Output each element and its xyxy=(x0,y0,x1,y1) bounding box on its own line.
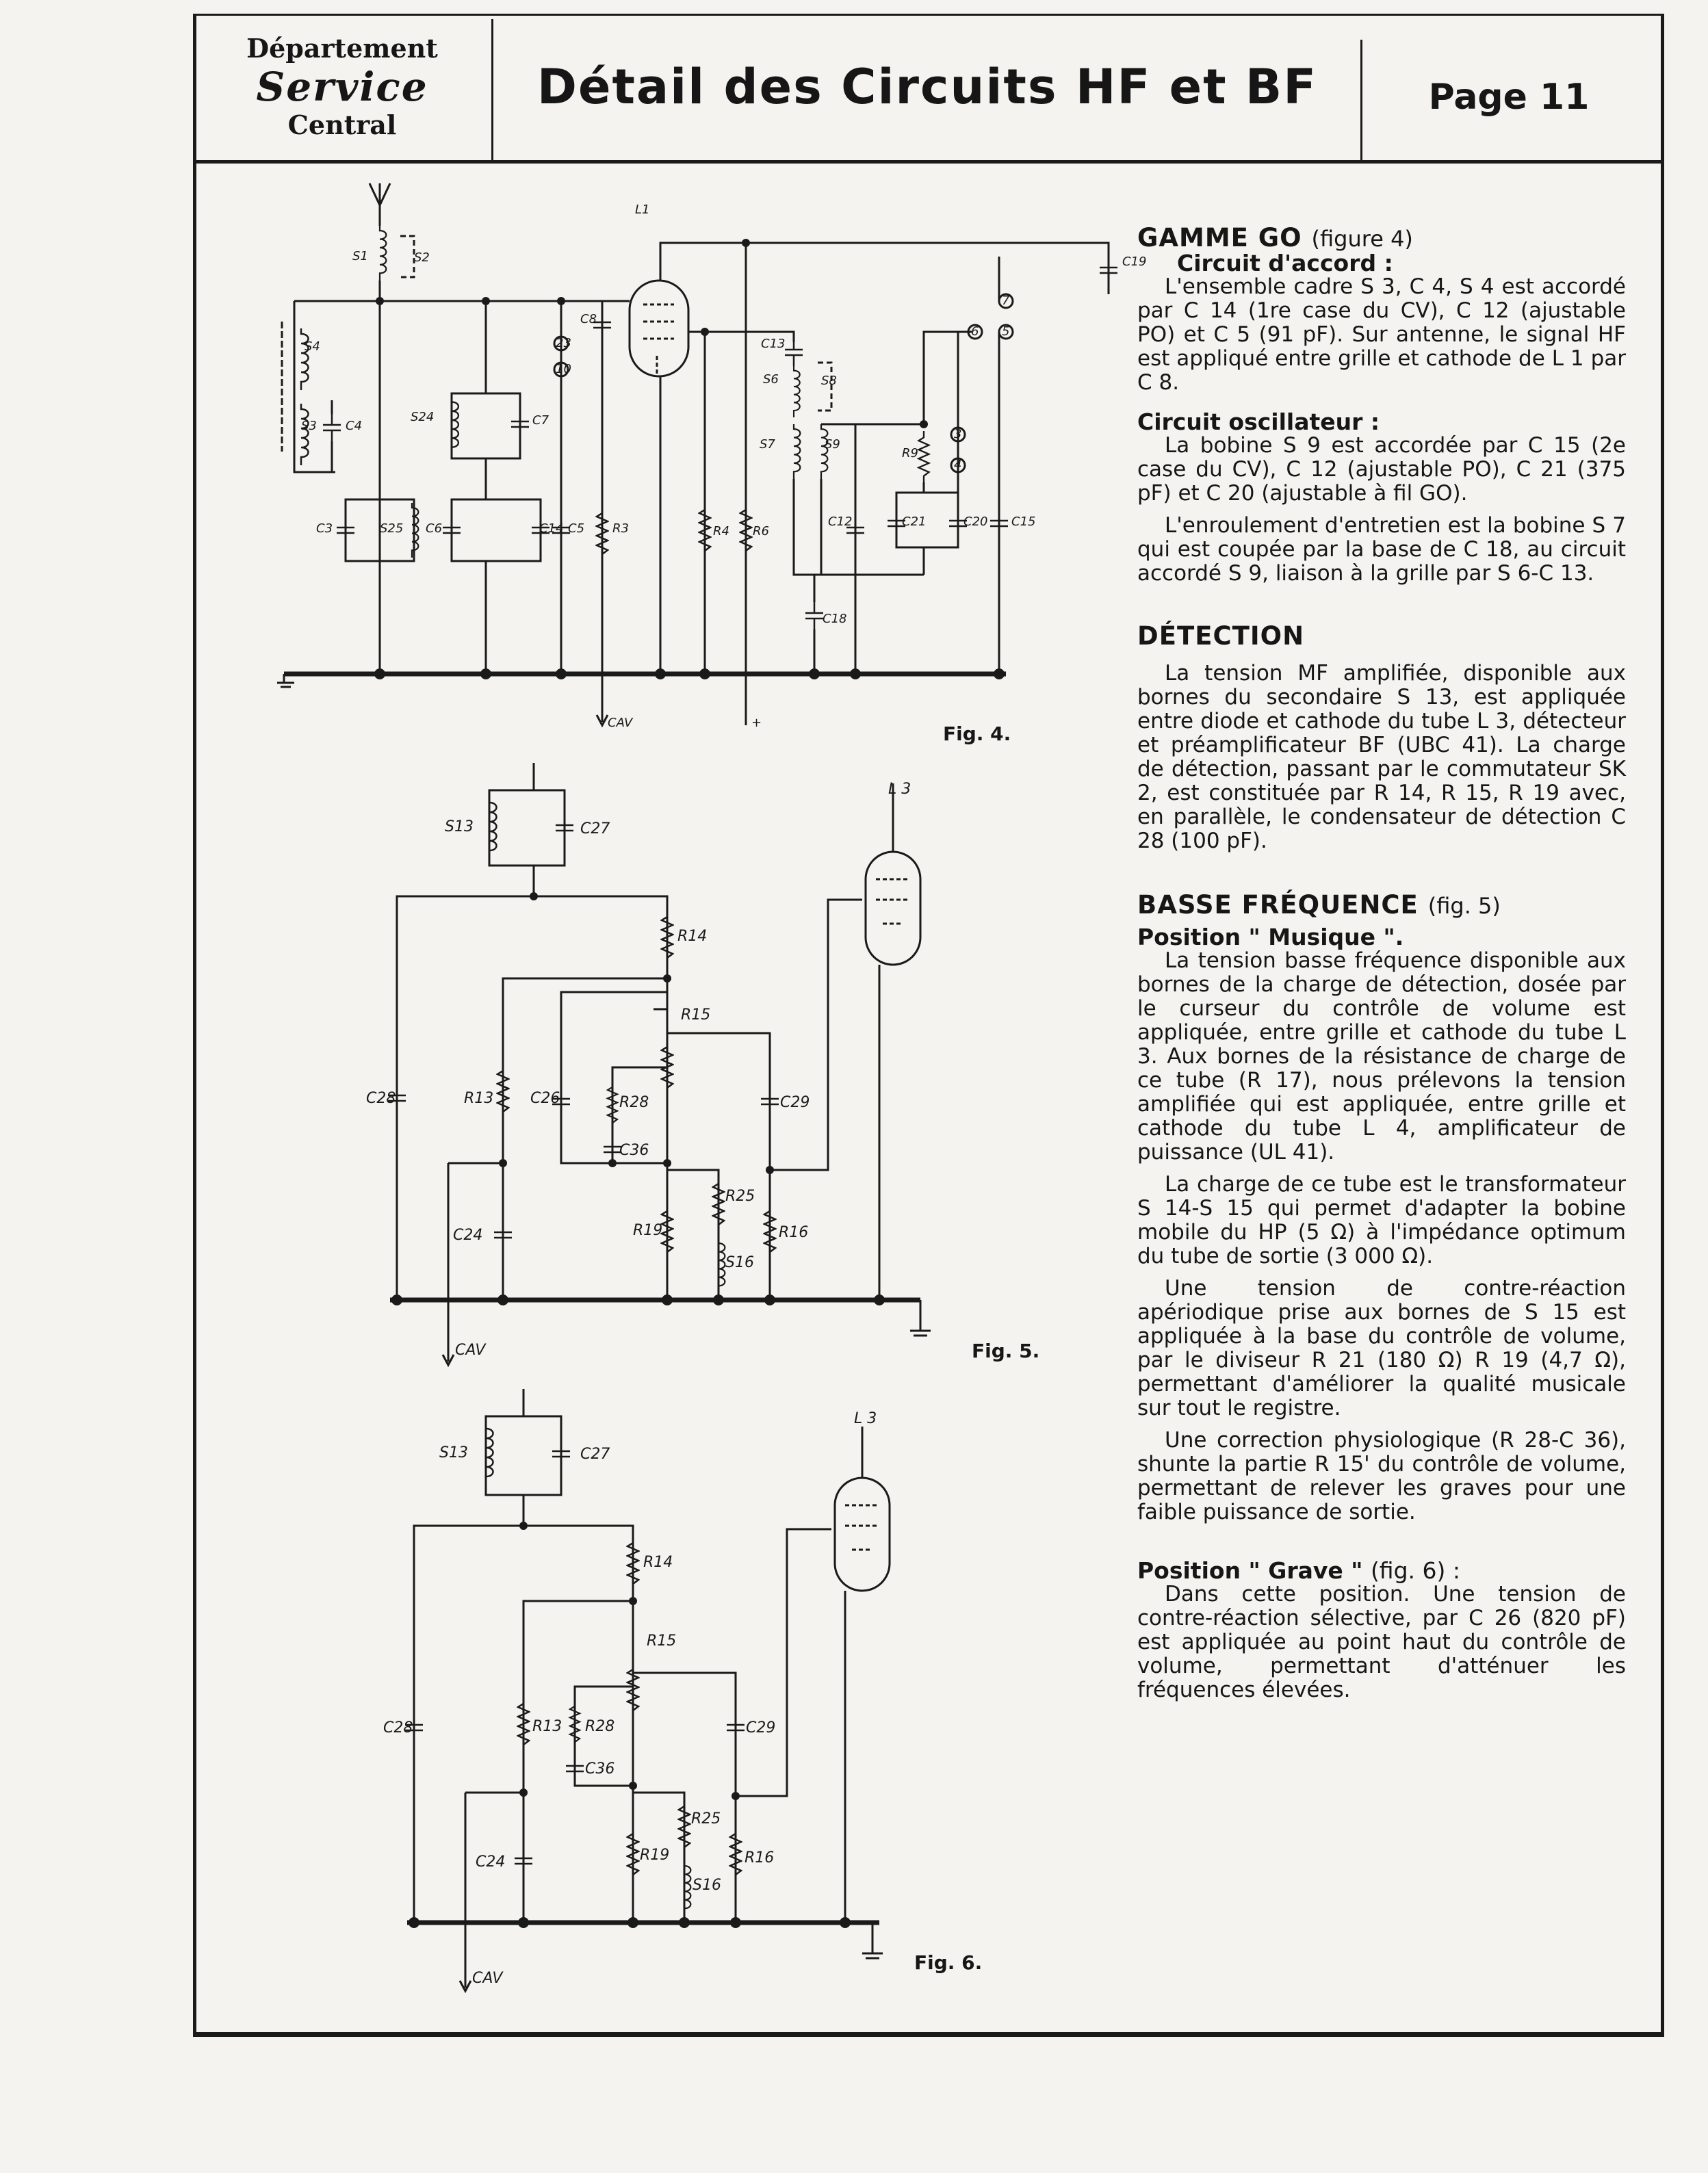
svg-text:C18: C18 xyxy=(823,612,847,626)
svg-text:R9: R9 xyxy=(902,446,918,460)
svg-text:7: 7 xyxy=(1002,294,1010,308)
fig5-ground-symbol xyxy=(910,1300,931,1336)
fig5-caption: Fig. 5. xyxy=(972,1340,1040,1362)
svg-text:R28: R28 xyxy=(585,1718,615,1735)
page-title: Détail des Circuits HF et BF xyxy=(536,59,1318,115)
svg-text:S1: S1 xyxy=(352,249,368,263)
svg-text:5: 5 xyxy=(1002,324,1010,339)
svg-text:C13: C13 xyxy=(761,337,786,351)
section-gamme-go-sub: (figure 4) xyxy=(1311,226,1413,252)
fig4-coil-s2 xyxy=(400,236,414,277)
svg-text:S6: S6 xyxy=(763,372,779,387)
svg-text:C15: C15 xyxy=(1011,515,1036,529)
section-bf-title: BASSE FRÉQUENCE xyxy=(1137,890,1419,920)
svg-text:C26: C26 xyxy=(530,1090,560,1107)
fig6-ground-symbol xyxy=(862,1923,883,1958)
fig6-r13-branch xyxy=(523,1601,633,1923)
heading-circuit-accord: Circuit d'accord : xyxy=(1177,250,1393,276)
fig6-tube-l3 xyxy=(835,1478,890,1591)
fig5-coil-s13 xyxy=(489,797,497,859)
fig4-coil-s4 xyxy=(301,328,309,390)
svg-text:R13: R13 xyxy=(464,1090,494,1107)
fig4-coil-s7 xyxy=(794,424,800,479)
svg-text:R14: R14 xyxy=(677,928,708,945)
svg-text:6: 6 xyxy=(971,324,979,339)
svg-text:L 3: L 3 xyxy=(888,781,911,798)
para-grave: Dans cette position. Une tension de contre-réaction sélective, par C 26 (820 pF) est appliquée au point haut du contrôle de volume, permettant d'atténuer les fréquences élevées. xyxy=(1137,1582,1626,1702)
figure-4-schematic xyxy=(277,183,1146,730)
svg-text:R4: R4 xyxy=(713,524,729,538)
svg-text:R15: R15 xyxy=(681,1006,711,1024)
figure-6-schematic xyxy=(383,1389,890,1991)
svg-text:CAV: CAV xyxy=(472,1970,503,1987)
svg-text:C27: C27 xyxy=(580,820,610,837)
fig5-s13-c27-box xyxy=(489,763,565,866)
fig6-s13-c27-box xyxy=(486,1389,561,1495)
svg-text:C36: C36 xyxy=(585,1760,615,1778)
fig4-c6-c14-box xyxy=(452,458,541,561)
svg-text:C5: C5 xyxy=(568,521,585,536)
fig5-cav-line xyxy=(448,1163,503,1362)
svg-text:C7: C7 xyxy=(532,413,549,428)
svg-text:S2: S2 xyxy=(414,250,430,265)
para-oscillateur-2: L'enroulement d'entretien est la bobine S 7 qui est coupée par la base de C 18, au circuit accordé S 9, liaison à la grille par S 6-C 13. xyxy=(1137,513,1626,586)
page-number: Page 11 xyxy=(1428,77,1590,118)
svg-text:3: 3 xyxy=(954,427,962,441)
fig4-plate-line xyxy=(660,243,1109,294)
para-oscillateur-1: La bobine S 9 est accordée par C 15 (2e case du CV), C 12 (ajustable PO), C 21 (375 pF) et C 20 (ajustable à fil GO). xyxy=(1137,433,1626,506)
fig4-coil-s6 xyxy=(794,366,800,417)
dept-line3: Central xyxy=(287,109,397,140)
fig4-coil-s3 xyxy=(301,404,309,465)
dept-line1: Département xyxy=(246,33,438,64)
para-detection: La tension MF amplifiée, disponible aux bornes du secondaire S 13, est appliquée entre diode et cathode du tube L 3, détecteur et préamplificateur BF (UBC 41). La charge de détection, passant par le commutateur SK 2, est constituée par R 14, R 15, R 19 avec, en parallèle, le condensateur de détection C 28 (100 pF). xyxy=(1137,661,1626,853)
svg-text:R25: R25 xyxy=(725,1188,755,1205)
svg-text:4: 4 xyxy=(954,458,962,472)
svg-text:C12: C12 xyxy=(828,515,853,529)
fig4-caption: Fig. 4. xyxy=(943,723,1011,745)
svg-text:+: + xyxy=(751,716,762,730)
svg-text:L 3: L 3 xyxy=(854,1410,877,1427)
svg-text:C8: C8 xyxy=(580,312,597,326)
figure-5-schematic xyxy=(366,763,931,1365)
fig4-coil-s1 xyxy=(380,226,386,281)
svg-text:C6: C6 xyxy=(426,521,443,536)
heading-circuit-oscillateur: Circuit oscillateur : xyxy=(1137,408,1380,435)
svg-text:C4: C4 xyxy=(346,419,363,433)
svg-text:S16: S16 xyxy=(725,1254,754,1271)
fig6-caption: Fig. 6. xyxy=(914,1951,983,1974)
svg-text:S9: S9 xyxy=(825,437,840,452)
svg-text:S13: S13 xyxy=(439,1444,468,1461)
svg-text:C20: C20 xyxy=(963,515,988,529)
svg-text:R14: R14 xyxy=(643,1554,673,1571)
svg-text:C36: C36 xyxy=(619,1142,649,1159)
svg-text:C29: C29 xyxy=(746,1719,776,1736)
fig6-coil-s13 xyxy=(486,1423,493,1485)
svg-text:C24: C24 xyxy=(453,1227,483,1244)
para-bf-4: Une correction physiologique (R 28-C 36), shunte la partie R 15' du contrôle de volume, permettant de relever les graves pour une faible puissance de sortie. xyxy=(1137,1428,1626,1524)
fig4-switch-contacts xyxy=(554,294,1013,472)
fig5-r13-branch xyxy=(503,978,667,1300)
fig4-coil-s25 xyxy=(412,503,418,558)
fig6-cav-line xyxy=(465,1793,523,1988)
svg-text:S8: S8 xyxy=(821,374,837,388)
section-gamme-go-title: GAMME GO xyxy=(1137,223,1302,252)
section-bf-sub: (fig. 5) xyxy=(1427,893,1501,919)
fig4-cap-c4 xyxy=(323,414,341,441)
svg-text:10: 10 xyxy=(556,362,571,376)
svg-text:S4: S4 xyxy=(305,339,320,354)
fig4-res-r9 xyxy=(919,431,929,482)
svg-text:C27: C27 xyxy=(580,1446,610,1463)
para-circuit-accord: L'ensemble cadre S 3, C 4, S 4 est accordé par C 14 (1re case du CV), C 12 (ajustable PO) et C 5 (91 pF). Sur antenne, le signal HF est appliqué entre grille et cathode de L 1 par C 8. xyxy=(1137,274,1626,395)
fig4-s24-c7-box xyxy=(452,301,520,458)
svg-text:S3: S3 xyxy=(301,419,317,433)
para-bf-3: Une tension de contre-réaction apériodique prise aux bornes de S 15 est appliquée à la base du contrôle de volume, par le diviseur R 21 (180 Ω) R 19 (4,7 Ω), permettant d'améliorer la qualité musicale sur tout le registre. xyxy=(1137,1276,1626,1420)
dept-line2: Service xyxy=(256,64,428,110)
fig6-left-branch xyxy=(414,1495,523,1923)
svg-text:C28: C28 xyxy=(366,1090,396,1107)
svg-text:C3: C3 xyxy=(316,521,333,536)
svg-text:L1: L1 xyxy=(635,203,650,217)
svg-text:R15: R15 xyxy=(647,1632,677,1650)
svg-text:C24: C24 xyxy=(476,1853,506,1871)
svg-text:R28: R28 xyxy=(619,1094,649,1111)
svg-text:C28: C28 xyxy=(383,1719,413,1736)
svg-text:R16: R16 xyxy=(745,1849,775,1866)
svg-text:R6: R6 xyxy=(753,524,769,538)
fig4-s9-top xyxy=(821,332,972,424)
svg-text:S16: S16 xyxy=(693,1877,721,1894)
svg-text:S7: S7 xyxy=(760,437,775,452)
svg-text:S13: S13 xyxy=(445,818,474,835)
svg-text:CAV: CAV xyxy=(455,1342,486,1359)
heading-position-musique: Position " Musique ". xyxy=(1137,924,1404,950)
fig4-cap-c18 xyxy=(805,602,823,629)
position-grave-sub: (fig. 6) : xyxy=(1370,1557,1461,1584)
svg-text:CAV: CAV xyxy=(608,716,633,730)
para-bf-1: La tension basse fréquence disponible aux bornes de la charge de détection, dosée par le curseur du contrôle de volume est appliquée, entre grille et cathode du tube L 3. Aux bornes de la résistance de charge de ce tube (R 17), nous prélevons la tension amplifiée qui est appliquée, entre grille et cathode du tube L 4, amplificateur de puissance (UL 41). xyxy=(1137,948,1626,1164)
svg-text:R25: R25 xyxy=(691,1810,721,1827)
svg-text:R16: R16 xyxy=(779,1224,809,1241)
fig4-cap-c13 xyxy=(785,339,803,366)
para-bf-2: La charge de ce tube est le transformateur S 14-S 15 qui permet d'adapter la bobine mobile du HP (5 Ω) à l'impédance optimum du tube de sortie (3 000 Ω). xyxy=(1137,1172,1626,1268)
fig4-coil-s9 xyxy=(821,424,827,479)
svg-text:C19: C19 xyxy=(1122,255,1147,269)
svg-text:C21: C21 xyxy=(902,515,927,529)
svg-text:R19: R19 xyxy=(640,1847,670,1864)
fig4-tube-l1 xyxy=(630,281,688,376)
svg-text:R3: R3 xyxy=(612,521,629,536)
fig4-antenna xyxy=(370,183,390,226)
svg-text:R19: R19 xyxy=(633,1222,663,1239)
section-detection-title: DÉTECTION xyxy=(1137,621,1305,651)
svg-text:R13: R13 xyxy=(532,1718,562,1735)
svg-text:23: 23 xyxy=(556,336,571,350)
fig5-c26-branch xyxy=(561,992,667,1163)
fig5-tube-l3 xyxy=(866,852,920,965)
position-grave-title: Position " Grave " xyxy=(1137,1557,1363,1584)
svg-text:S24: S24 xyxy=(411,410,435,424)
svg-text:S25: S25 xyxy=(380,521,404,536)
svg-text:C29: C29 xyxy=(780,1094,810,1111)
svg-text:C14: C14 xyxy=(539,521,564,536)
